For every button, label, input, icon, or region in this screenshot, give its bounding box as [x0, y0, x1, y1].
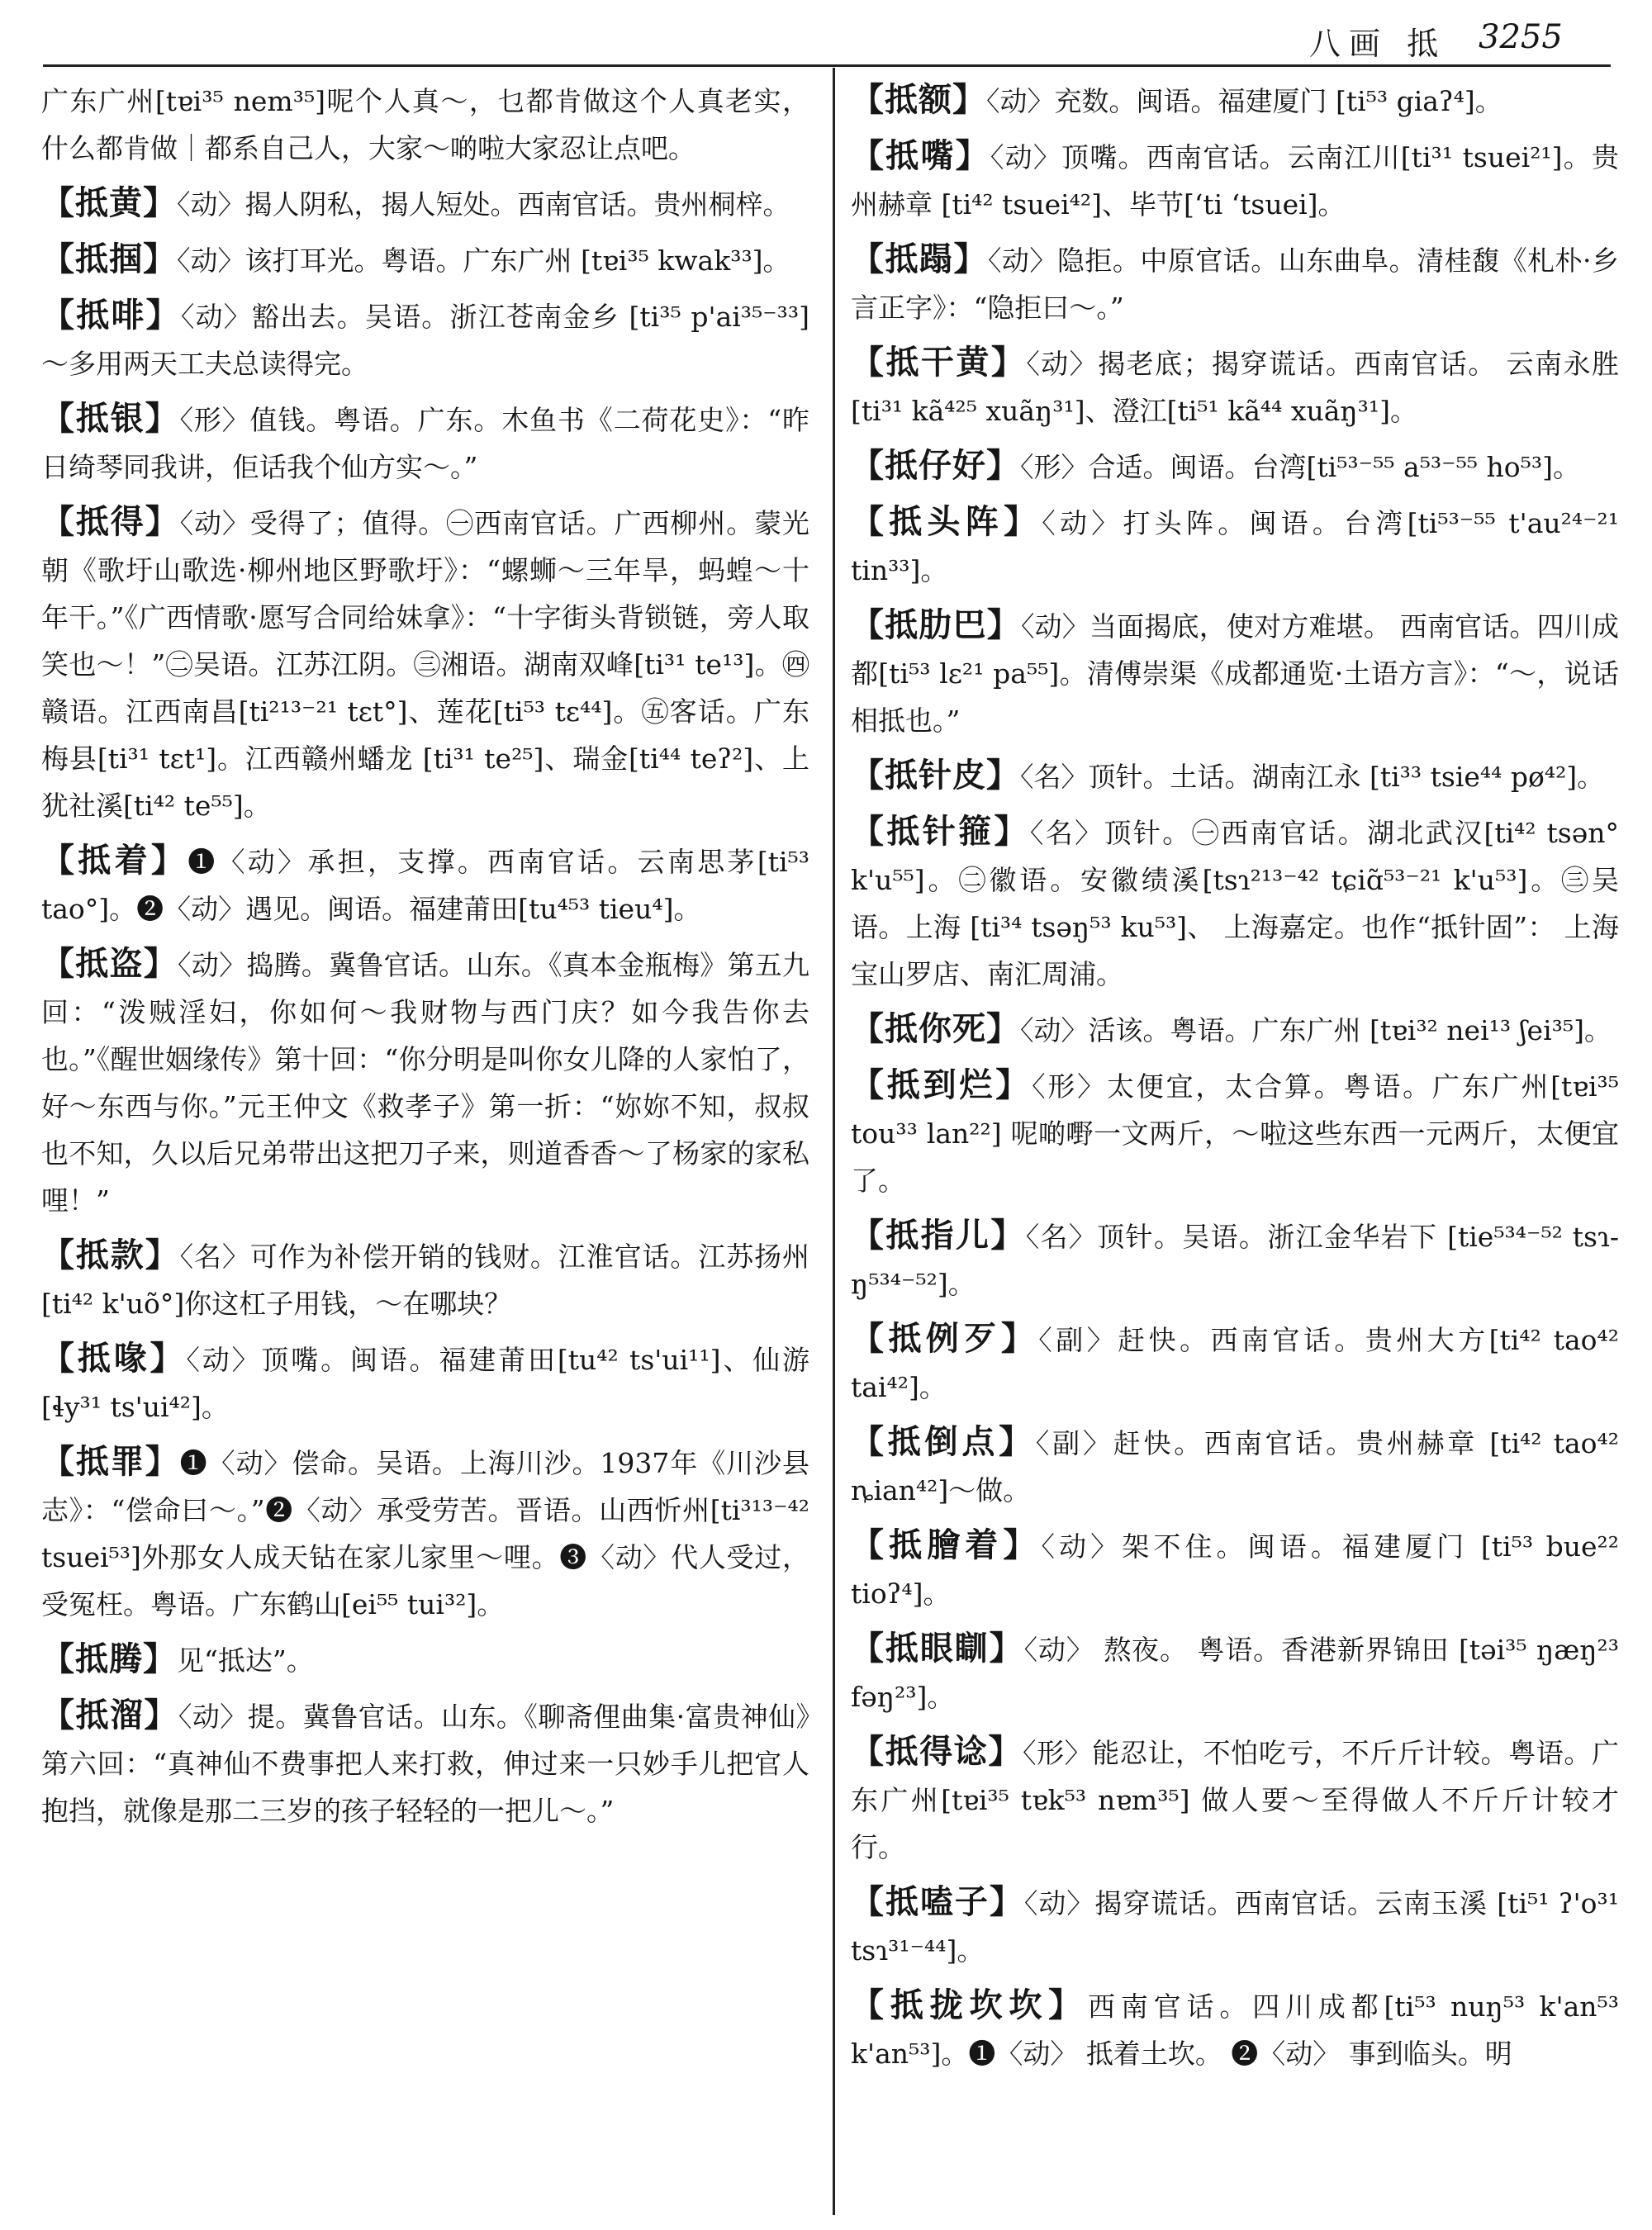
dictionary-entry: [41, 1438, 809, 1628]
entry-text: 〈动〉活该。粤语。广东广州 [tɐi³² nei¹³ ʃei³⁵]。: [1020, 1014, 1612, 1046]
dictionary-entry: [851, 1728, 1619, 1871]
entry-text: 〈动〉提。冀鲁官话。山东。《聊斋俚曲集·富贵神仙》第六回：“真神仙不费事把人来打救，伸过来一只妙手儿把官人抱挡，就像是那二三岁的孩子轻轻的一把儿～。”: [41, 1701, 809, 1827]
entry-text: 〈副〉赶快。西南官话。贵州大方[ti⁴² tao⁴² tai⁴²]。: [851, 1324, 1620, 1403]
entry-text: ❶〈动〉承担，支撑。西南官话。云南思茅[ti⁵³ tao°]。❷〈动〉遇见。闽语。福建莆田[tu⁴⁵³ tieu⁴]。: [41, 846, 810, 925]
dictionary-entry: [851, 752, 1619, 800]
dictionary-entry: [41, 76, 809, 172]
dictionary-entry: [41, 235, 809, 284]
dictionary-entry: [851, 1878, 1619, 1974]
entry-headword: 【抵嗑子】: [851, 1882, 1024, 1921]
right-column: [851, 76, 1619, 2085]
entry-headword: 【抵例歹】: [851, 1319, 1039, 1358]
dictionary-entry: [41, 1335, 809, 1431]
entry-text: 〈动〉捣腾。冀鲁官话。山东。《真本金瓶梅》第五九回：“泼贼淫妇，你如何～我财物与西门庆？如今我告你去也。”《醒世姻缘传》第十回：“你分明是叫你女儿降的人家怕了，好～东西与你。”元王仲文《救孝子》第一折：“妳妳不知，叔叔也不知，久以后兄弟带出这把刀子来，则道香香～了杨家的家私哩！”: [41, 949, 810, 1217]
dictionary-entry: [41, 1691, 809, 1834]
entry-text: 〈动〉揭穿谎话。西南官话。云南玉溪 [ti⁵¹ ʔ'o³¹ tsɿ³¹⁻⁴⁴]。: [851, 1887, 1620, 1967]
entry-text: 广东广州[tɐi³⁵ nem³⁵]呢个人真～，乜都肯做这个人真老实，什么都肯做｜都系自己人，大家～啲啦大家忍让点吧。: [41, 85, 809, 164]
dictionary-entry: [851, 1981, 1619, 2077]
entry-text: 见“抵达”。: [177, 1644, 314, 1677]
entry-headword: 【抵你死】: [851, 1009, 1020, 1048]
entry-text: 〈动〉隐拒。中原官话。山东曲阜。清桂馥《札朴·乡言正字》：“隐拒曰～。”: [851, 244, 1620, 324]
entry-headword: 【抵嘴】: [851, 136, 990, 175]
entry-headword: 【抵拢坎坎】: [851, 1986, 1089, 2024]
dictionary-entry: [41, 1635, 809, 1684]
entry-text: ❶〈动〉偿命。吴语。上海川沙。1937年《川沙县志》：“偿命曰～。”❷〈动〉承受劳苦。晋语。山西忻州[ti³¹³⁻⁴² tsuei⁵³]外那女人成天钻在家儿家里～哩。❸〈动〉代人受过，受冤枉。粤语。广东鹤山[ei⁵⁵ tui³²]。: [41, 1447, 810, 1620]
entry-text: 〈形〉值钱。粤语。广东。木鱼书《二荷花史》：“昨日绮琴同我讲，佢话我个仙方实～。”: [41, 404, 810, 483]
dictionary-entry: [41, 395, 809, 491]
dictionary-entry: [851, 1418, 1619, 1514]
entry-headword: 【抵倒点】: [851, 1422, 1036, 1461]
entry-text: 西南官话。四川成都[ti⁵³ nuŋ⁵³ k'an⁵³ k'an⁵³]。❶〈动〉 抵着土坎。 ❷〈动〉 事到临头。明: [851, 1990, 1619, 2070]
entry-headword: 【抵干黄】: [851, 343, 1027, 382]
entry-text: 〈名〉顶针。土话。湖南江永 [ti³³ tsie⁴⁴ pø⁴²]。: [1020, 761, 1605, 793]
dictionary-entry: [851, 1315, 1619, 1411]
entry-text: 〈动〉顶嘴。西南官话。云南江川[ti³¹ tsuei²¹]。贵州赫章 [ti⁴² tsuei⁴²]、毕节[ʻti ʻtsuei]。: [851, 141, 1619, 221]
entry-text: 〈动〉顶嘴。闽语。福建莆田[tu⁴² ts'ui¹¹]、仙游[ɬy³¹ ts'ui⁴²]。: [41, 1344, 810, 1423]
entry-headword: 【抵喙】: [41, 1339, 187, 1378]
entry-text: 〈动〉该打耳光。粤语。广东广州 [tɐi³⁵ kwak³³]。: [177, 244, 790, 277]
dictionary-entry: [41, 837, 809, 932]
dictionary-entry: [851, 1625, 1619, 1720]
entry-text: 〈名〉顶针。㊀西南官话。湖北武汉[ti⁴² tsən° k'u⁵⁵]。㊁徽语。安徽绩溪[tsɿ²¹³⁻⁴² tɕiɑ̃⁵³⁻²¹ k'u⁵³]。㊂吴语。上海 [ti³⁴ tsəŋ⁵³ ku⁵³]、 上海嘉定。也作“抵针固”： 上海宝山罗店、南汇周浦。: [851, 817, 1619, 990]
page-header: [0, 18, 1652, 62]
entry-text: 〈动〉充数。闽语。福建厦门 [ti⁵³ giaʔ⁴]。: [986, 85, 1502, 117]
entry-headword: 【抵蹋】: [851, 240, 988, 278]
dictionary-entry: [41, 940, 809, 1224]
entry-text: 〈动〉当面揭底，使对方难堪。 西南官话。四川成都[ti⁵³ lɛ²¹ pa⁵⁵]。清傅崇渠《成都通览·土语方言》：“～，说话相抵也。”: [851, 610, 1620, 737]
entry-headword: 【抵头阵】: [851, 502, 1042, 541]
dictionary-entry: [41, 1231, 809, 1327]
dictionary-entry: [851, 808, 1619, 998]
entry-headword: 【抵溜】: [41, 1696, 178, 1734]
dictionary-entry: [851, 1005, 1619, 1054]
entry-headword: 【抵针皮】: [851, 756, 1020, 795]
entry-headword: 【抵盗】: [41, 944, 178, 983]
entry-headword: 【抵款】: [41, 1236, 180, 1274]
dictionary-entry: [851, 1521, 1619, 1617]
entry-headword: 【抵得】: [41, 502, 180, 541]
entry-headword: 【抵仔好】: [851, 446, 1020, 485]
entry-text: 〈形〉太便宜，太合算。粤语。广东广州[tɐi³⁵ tou³³ lan²²] 呢啲嘢一文两斤，～啦这些东西一元两斤，太便宜了。: [851, 1070, 1619, 1197]
entry-text: 〈动〉打头阵。闽语。台湾[ti⁵³⁻⁵⁵ t'au²⁴⁻²¹ tin³³]。: [851, 507, 1620, 586]
dictionary-entry: [851, 76, 1619, 125]
entry-headword: 【抵额】: [851, 80, 986, 119]
entry-headword: 【抵掴】: [41, 240, 177, 278]
dictionary-entry: [851, 339, 1619, 434]
entry-text: 〈动〉受得了；值得。㊀西南官话。广西柳州。蒙光朝《歌圩山歌选·柳州地区野歌圩》：“螺蛳～三年旱，蚂蝗～十年干。”《广西情歌·愿写合同给妹拿》：“十字街头背锁链，旁人取笑也～！”㊁吴语。江苏江阴。㊂湘语。湖南双峰[ti³¹ te¹³]。㊃赣语。江西南昌[ti²¹³⁻²¹ tɛt°]、莲花[ti⁵³ tɛ⁴⁴]。㊄客话。广东梅县[ti³¹ tɛt¹]。江西赣州蟠龙 [ti³¹ te²⁵]、瑞金[ti⁴⁴ teʔ²]、上犹社溪[ti⁴² te⁵⁵]。: [41, 507, 810, 822]
entry-text: 〈动〉揭老底；揭穿谎话。西南官话。 云南永胜[ti³¹ kã⁴²⁵ xuãŋ³¹]、澄江[ti⁵¹ kã⁴⁴ xuãŋ³¹]。: [851, 348, 1619, 427]
entry-text: 〈动〉 熬夜。 粤语。香港新界锦田 [təi³⁵ ŋæŋ²³ fəŋ²³]。: [851, 1634, 1619, 1713]
dictionary-entry: [851, 1212, 1619, 1307]
column-divider: [833, 68, 835, 2215]
entry-headword: 【抵指儿】: [851, 1216, 1026, 1255]
entry-headword: 【抵罪】: [41, 1442, 180, 1481]
entry-text: 〈动〉揭人阴私，揭人短处。西南官话。贵州桐梓。: [177, 188, 790, 221]
entry-headword: 【抵到烂】: [851, 1065, 1032, 1104]
dictionary-entry: [41, 179, 809, 228]
entry-headword: 【抵啡】: [41, 296, 181, 334]
entry-headword: 【抵膾着】: [851, 1525, 1042, 1564]
dictionary-entry: [851, 132, 1619, 228]
dictionary-entry: [851, 601, 1619, 744]
entry-headword: 【抵着】: [41, 841, 188, 880]
entry-headword: 【抵得谂】: [851, 1732, 1023, 1771]
top-rule: [43, 64, 1611, 67]
dictionary-entry: [851, 235, 1619, 331]
entry-text: 〈形〉合适。闽语。台湾[ti⁵³⁻⁵⁵ a⁵³⁻⁵⁵ ho⁵³]。: [1020, 451, 1580, 483]
entry-headword: 【抵肋巴】: [851, 605, 1021, 644]
entry-text: 〈动〉豁出去。吴语。浙江苍南金乡 [ti³⁵ p'ai³⁵⁻³³] ～多用两天工夫总读得完。: [41, 301, 810, 380]
entry-headword: 【抵眼瞓】: [851, 1629, 1024, 1668]
dictionary-entry: [851, 1061, 1619, 1204]
section-title: 八画 抵: [1309, 26, 1447, 62]
left-column: [41, 76, 809, 1842]
dictionary-entry: [41, 498, 809, 829]
entry-headword: 【抵黄】: [41, 183, 177, 222]
dictionary-entry: [851, 442, 1619, 491]
entry-text: 〈名〉可作为补偿开销的钱财。江淮官话。江苏扬州 [ti⁴² k'uõ°]你这杠子用钱，～在哪块？: [41, 1241, 810, 1320]
entry-headword: 【抵针箍】: [851, 812, 1030, 851]
entry-text: 〈名〉顶针。吴语。浙江金华岩下 [tie⁵³⁴⁻⁵² tsɿ-ŋ⁵³⁴⁻⁵²]。: [851, 1221, 1620, 1300]
dictionary-entry: [851, 498, 1619, 594]
entry-text: 〈副〉赶快。西南官话。贵州赫章 [ti⁴² tao⁴² ȵian⁴²]～做。: [851, 1427, 1620, 1506]
entry-text: 〈形〉能忍让，不怕吃亏，不斤斤计较。粤语。广东广州[tɐi³⁵ tɐk⁵³ nɐm³⁵] 做人要～至得做人不斤斤计较才行。: [851, 1737, 1620, 1863]
dictionary-entry: [41, 292, 809, 387]
entry-headword: 【抵银】: [41, 399, 180, 438]
page-number: 3255: [1479, 18, 1563, 56]
entry-headword: 【抵腾】: [41, 1639, 177, 1678]
entry-text: 〈动〉架不住。闽语。福建厦门 [ti⁵³ bue²² tioʔ⁴]。: [851, 1530, 1620, 1610]
